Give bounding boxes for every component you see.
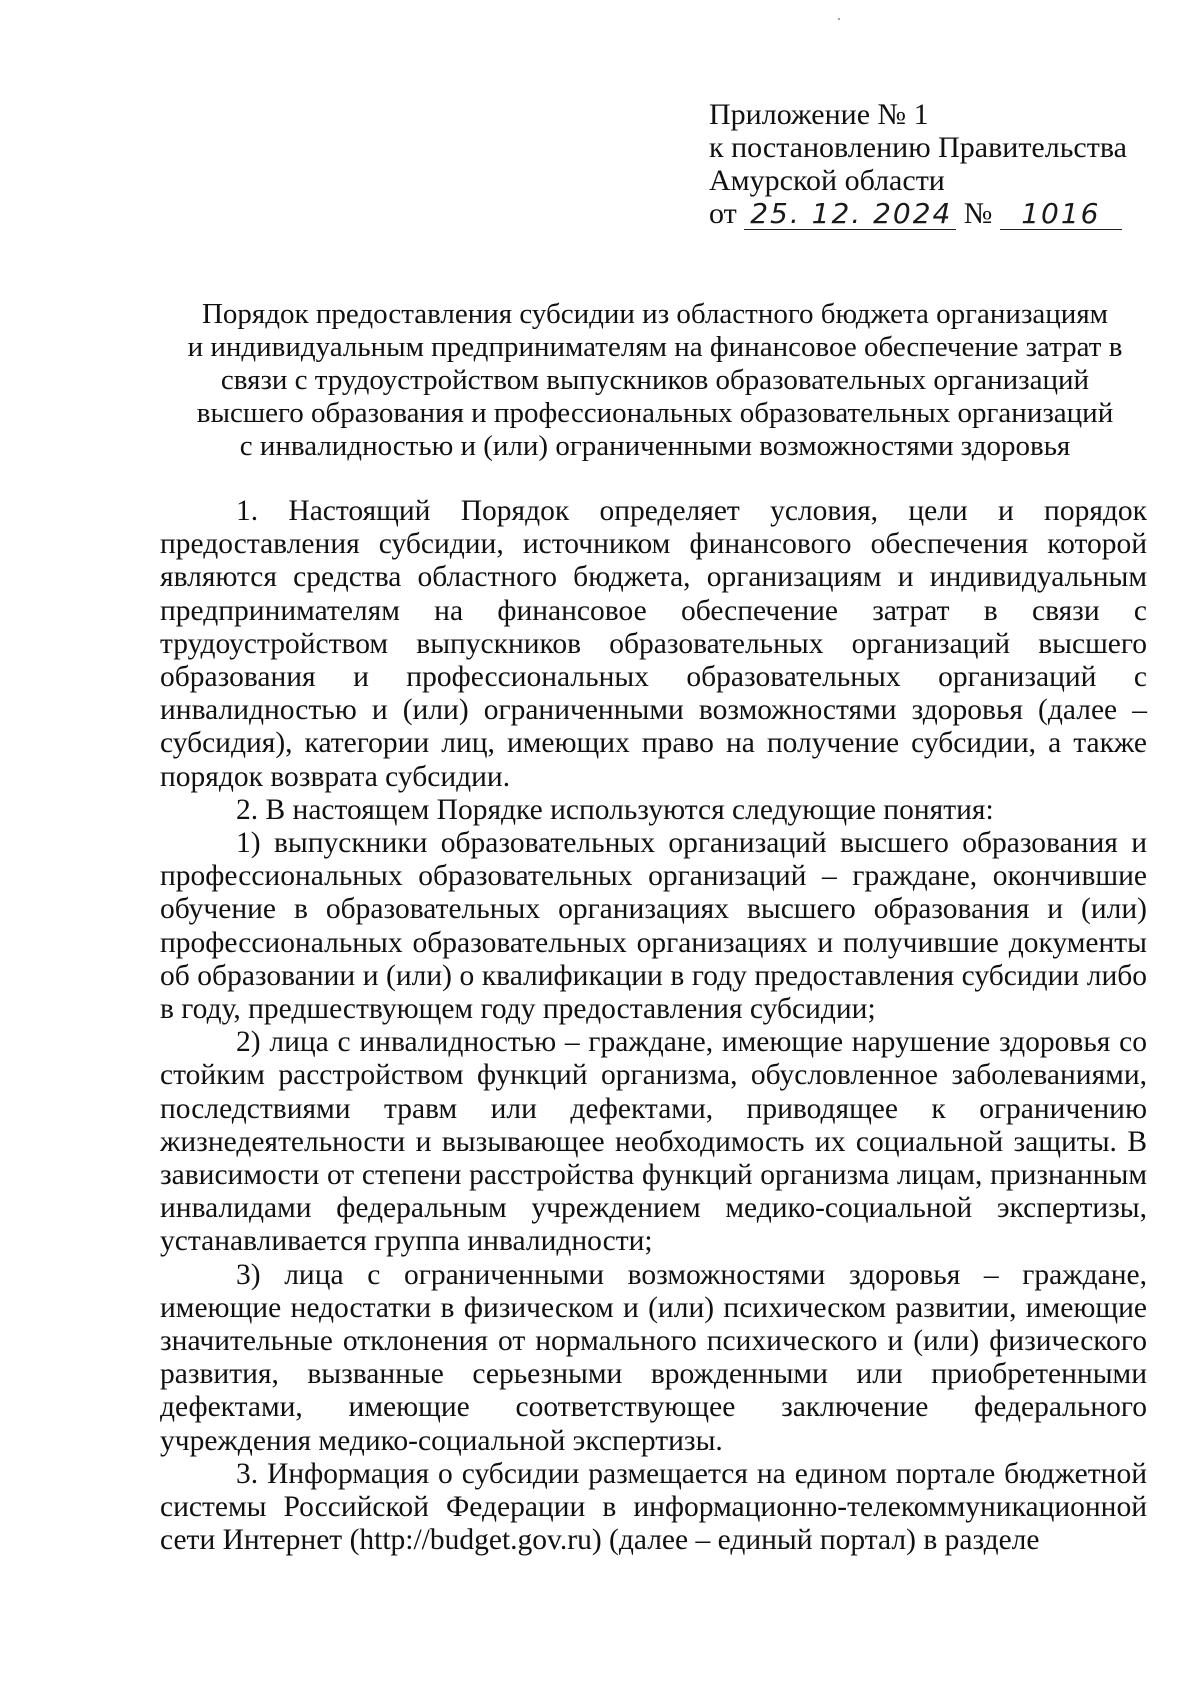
title-line: с инвалидностью и (или) ограниченными возможностями здоровья bbox=[239, 430, 1071, 462]
paragraph-1: 1. Настоящий Порядок определяет условия, цели и порядок предоставления субсидии, источником финансового обеспечения которой являются средства областного бюджета, организациям и индивидуальным предпринимателям на финансовое обеспечение затрат в связи с трудоустройством выпускников образовательных организаций высшего образования и профессиональных образовательных организаций с инвалидностью и (или) ограниченными возможностями здоровья (далее – субсидия), категории лиц, имеющих право на получение субсидии, а также порядок возврата субсидии. bbox=[160, 495, 1147, 793]
date-prefix: от bbox=[709, 197, 737, 230]
paragraph-3: 3. Информация о субсидии размещается на едином портале бюджетной системы Российской Федерации в информационно-телекоммуникационной сети Интернет (http://budget.gov.ru) (далее – единый портал) в разделе bbox=[160, 1457, 1147, 1557]
handwritten-number: 1016 bbox=[1000, 199, 1122, 230]
appendix-resolution-ref: к постановлению Правительства bbox=[709, 131, 1127, 164]
paragraph-2-item-1: 1) выпускники образовательных организаций высшего образования и профессиональных образовательных организаций – граждане, окончившие обучение в образовательных организациях высшего образования и (или) профессиональных образовательных организациях и получившие документы об образовании и (или) о квалификации в году предоставления субсидии либо в году, предшествующем году предоставления субсидии; bbox=[160, 827, 1147, 1026]
appendix-number: Приложение № 1 bbox=[709, 98, 929, 131]
handwritten-date: 25. 12. 2024 bbox=[744, 199, 956, 230]
document-title bbox=[120, 298, 1190, 463]
appendix-header bbox=[709, 98, 1149, 230]
title-line: высшего образования и профессиональных образовательных организаций bbox=[196, 397, 1114, 429]
scan-artifact-dot bbox=[838, 18, 840, 20]
paragraph-2-item-3: 3) лица с ограниченными возможностями здоровья – граждане, имеющие недостатки в физическом и (или) психическом развитии, имеющие значительные отклонения от нормального психического и (или) физического развития, вызванные серьезными врожденными или приобретенными дефектами, имеющие соответствующее заключение федерального учреждения медико-социальной экспертизы. bbox=[160, 1258, 1147, 1457]
paragraph-2: 2. В настоящем Порядке используются следующие понятия: bbox=[236, 793, 994, 826]
title-line: и индивидуальным предпринимателям на финансовое обеспечение затрат в bbox=[187, 331, 1123, 363]
title-line: Порядок предоставления субсидии из областного бюджета организациям bbox=[201, 298, 1109, 330]
title-line: связи с трудоустройством выпускников образовательных организаций bbox=[220, 364, 1090, 396]
number-prefix: № bbox=[963, 197, 993, 230]
paragraph-2-item-2: 2) лица с инвалидностью – граждане, имеющие нарушение здоровья со стойким расстройством функций организма, обусловленное заболеваниями, последствиями травм или дефектами, приводящее к ограничению жизнедеятельности и вызывающее необходимость их социальной защиты. В зависимости от степени расстройства функций организма лицам, признанным инвалидами федеральным учреждением медико-социальной экспертизы, устанавливается группа инвалидности; bbox=[160, 1026, 1147, 1258]
appendix-date-number-row bbox=[709, 197, 1149, 230]
document-body bbox=[160, 495, 1147, 1558]
appendix-region: Амурской области bbox=[709, 164, 945, 197]
